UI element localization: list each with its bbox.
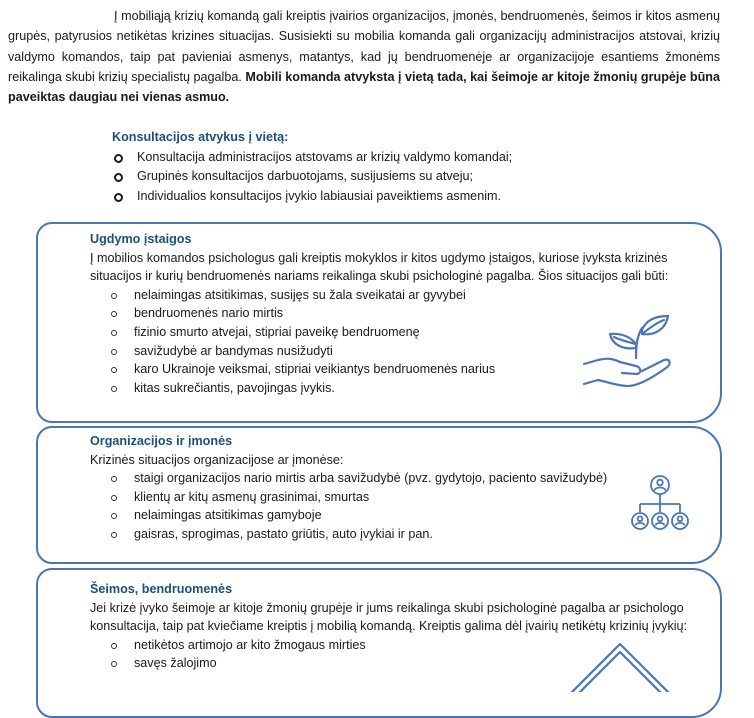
consultations-item: Konsultacija administracijos atstovams ar krizių valdymo komandai; — [112, 148, 712, 168]
org-chart-icon — [630, 474, 690, 548]
section-title: Organizacijos ir įmonės — [90, 434, 233, 448]
plant-in-hand-icon — [580, 300, 690, 400]
section-text: Jei krizė įvyko šeimoje ar kitoje žmonių grupėje ir jums reikalinga skubi psichologinė pagalba ar psichologo konsultacija, taip pat kviečiame kreiptis į mobilią komandą. Kreiptis galima dėl įvairių netikėtų krizinių įvykių: — [90, 600, 688, 634]
intro-paragraph — [8, 6, 720, 107]
consultations-title: Konsultacijos atvykus į vietą: — [112, 130, 289, 144]
house-roof-icon — [570, 640, 670, 692]
section-list-item: savęs žalojimo — [90, 654, 722, 673]
section-list-item: staigi organizacijos nario mirtis arba savižudybė (pvz. gydytojo, paciento savižudybė) — [90, 469, 722, 488]
section-list-item: bendruomenės nario mirtis — [90, 304, 722, 323]
section-list-item: nelaimingas atsitikimas, susijęs su žala sveikatai ar gyvybei — [90, 286, 722, 305]
section-text: Į mobilios komandos psichologus gali kreiptis mokyklos ir kitos ugdymo įstaigos, kuriose įvyksta krizinės situacijos ir kurių bendruomenės nariams reikalinga skubi psichologinė pagalba. Šios situacijos gali būti: — [90, 250, 669, 284]
consultations-list — [112, 148, 712, 207]
consultations-item: Grupinės konsultacijos darbuotojams, susijusiems su atveju; — [112, 167, 712, 187]
section-list-item: karo Ukrainoje veiksmai, stipriai veikiantys bendruomenės narius — [90, 360, 722, 379]
section-organizations — [90, 432, 722, 544]
section-list-item: klientų ar kitų asmenų grasinimai, smurtas — [90, 488, 722, 507]
section-text: Krizinės situacijos organizacijose ar įmonėse: — [90, 452, 344, 467]
section-list-item: netikėtos artimojo ar kito žmogaus mirties — [90, 636, 722, 655]
intro-text: Į mobiliąją krizių komandą gali kreiptis įvairios organizacijos, įmonės, bendruomenės, šeimos ir kitos asmenų grupės, patyrusios netikėtas krizines situacijas. Susisiekti su mobilia komanda gali organizacijų administracijos atstovai, krizių valdymo komandos, taip pat pavieniai asmenys, matantys, kad jų bendruomenėje ar organizacijoje esantiems žmonėms reikalinga skubi krizių specialistų pagalba. — [8, 9, 720, 84]
section-title: Ugdymo įstaigos — [90, 232, 192, 246]
section-title: Šeimos, bendruomenės — [90, 582, 233, 596]
consultations-block — [112, 128, 712, 206]
intro-bold-text: Mobili komanda atvyksta į vietą tada, kai šeimoje ar kitoje žmonių grupėje būna paveiktas daugiau nei vienas asmuo. — [8, 69, 721, 105]
section-list-item: nelaimingas atsitikimas gamyboje — [90, 506, 722, 525]
section-list-item: savižudybė ar bandymas nusižudyti — [90, 342, 722, 361]
section-list-item: kitas sukrečiantis, pavojingas įvykis. — [90, 379, 722, 398]
section-list-item: gaisras, sprogimas, pastato griūtis, auto įvykiai ir pan. — [90, 525, 722, 544]
consultations-item: Individualios konsultacijos įvykio labiausiai paveiktiems asmenim. — [112, 187, 712, 207]
section-list — [90, 469, 722, 543]
section-list-item: fizinio smurto atvejai, stipriai paveikę bendruomenę — [90, 323, 722, 342]
